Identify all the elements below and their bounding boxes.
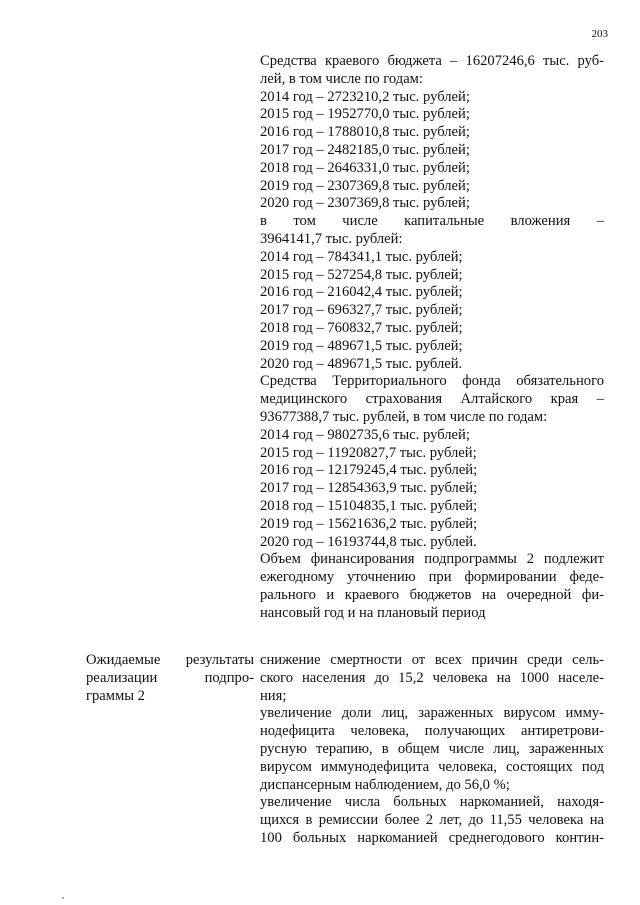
text-line: 2018 год – 760832,7 тыс. рублей; [260,319,463,336]
text-line: 2017 год – 696327,7 тыс. рублей; [260,302,463,319]
text-line: 2015 год – 1952770,0 тыс. рублей; [260,106,470,123]
page-number: 203 [591,28,608,40]
text-line: 93677388,7 тыс. рублей, в том числе по годам: [260,408,548,425]
text-line: 2020 год – 16193744,8 тыс. рублей. [260,533,477,550]
text-line: нансовый год и на плановый период [260,604,486,621]
text-line: 2017 год – 2482185,0 тыс. рублей; [260,141,470,158]
text-line: 2014 год – 784341,1 тыс. рублей; [260,248,463,265]
text-line: 2017 год – 12854363,9 тыс. рублей; [260,480,478,497]
text-line: 2014 год – 9802735,6 тыс. рублей; [260,426,470,443]
text-line: 2014 год – 2723210,2 тыс. рублей; [260,88,470,105]
text-line: ского населения до 15,2 человека на 1000 населе- [260,669,604,686]
text-line: щихся в ремиссии более 2 лет, до 11,55 человека на [260,812,604,829]
text-line: 3964141,7 тыс. рублей: [260,230,403,247]
text-line: в том числе капитальные вложения – [260,213,604,230]
text-line: 2016 год – 1788010,8 тыс. рублей; [260,124,470,141]
expected-results-label [86,652,254,705]
text-line: 2016 год – 216042,4 тыс. рублей; [260,284,463,301]
text-line: ния; [260,687,287,704]
scan-speck [62,897,64,899]
text-line: увеличение числа больных наркоманией, находя- [260,794,604,811]
text-line: снижение смертности от всех причин среди сель- [260,652,604,668]
text-line: 2019 год – 2307369,8 тыс. рублей; [260,177,470,194]
text-line: 2019 год – 15621636,2 тыс. рублей; [260,515,478,532]
text-line: 100 больных наркоманией среднегодового контин- [260,829,604,846]
text-line: увеличение доли лиц, зараженных вирусом имму- [260,705,604,722]
expected-results-text [260,652,604,848]
text-line: ежегодному уточнению при формировании феде- [260,569,604,586]
text-line: 2018 год – 2646331,0 тыс. рублей; [260,159,470,176]
text-line: Средства краевого бюджета – 16207246,6 тыс. руб- [260,53,604,69]
text-line: 2020 год – 2307369,8 тыс. рублей; [260,195,470,212]
text-line: 2015 год – 11920827,7 тыс. рублей; [260,444,477,461]
text-line: медицинского страхования Алтайского края – [260,391,604,408]
text-line: вирусом иммунодефицита человека, состоящих под [260,758,604,775]
label-line: граммы 2 [86,687,145,704]
text-line: Средства Территориального фонда обязательного [260,373,604,390]
text-line: нодефицита человека, получающих антиретрови- [260,723,604,740]
text-line: 2016 год – 12179245,4 тыс. рублей; [260,462,478,479]
text-line: русную терапию, в общем числе лиц, зараженных [260,740,604,757]
text-line: 2015 год – 527254,8 тыс. рублей; [260,266,463,283]
text-line: диспансерным наблюдением, до 56,0 %; [260,776,510,793]
text-line: 2019 год – 489671,5 тыс. рублей; [260,337,463,354]
label-line: реализации подпро- [86,669,254,686]
text-line: лей, в том числе по годам: [260,70,423,87]
text-line: 2020 год – 489671,5 тыс. рублей. [260,355,463,372]
text-line: Объем финансирования подпрограммы 2 подлежит [260,551,604,568]
label-line: Ожидаемые результаты [86,652,254,668]
text-line: 2018 год – 15104835,1 тыс. рублей; [260,497,478,514]
text-line: рального и краевого бюджетов на очередной фи- [260,586,604,603]
financing-text-column [260,53,604,623]
